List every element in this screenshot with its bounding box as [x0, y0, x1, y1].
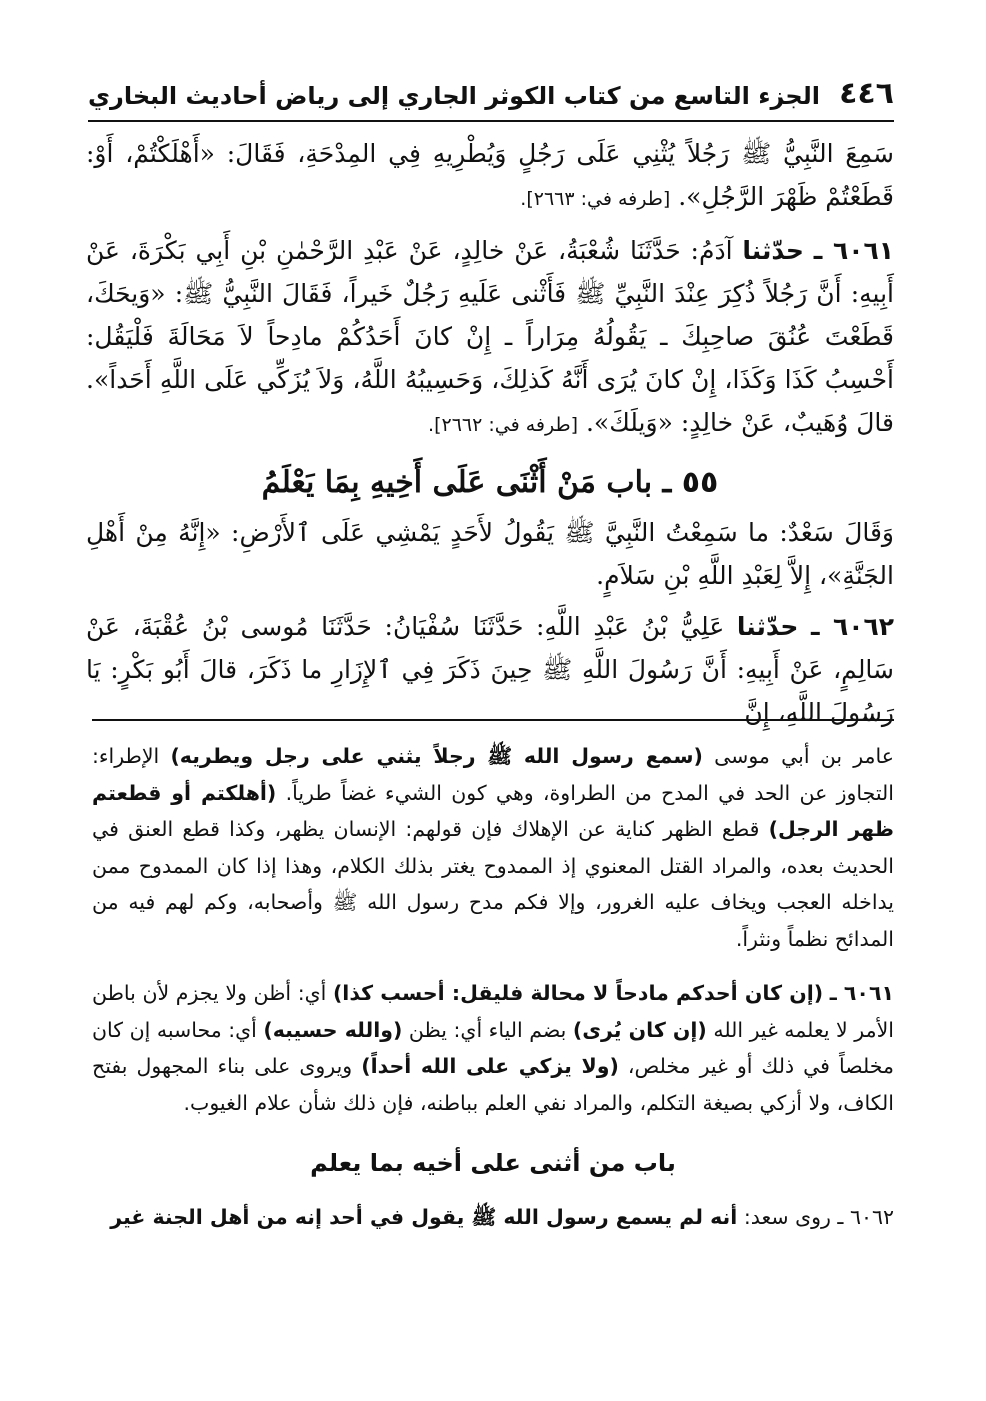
commentary-quote: (إن كان أحدكم مادحاً لا محالة فليقل: أحسب كذا) [332, 981, 824, 1005]
commentary-quote: أنه لم يسمع رسول الله ﷺ يقول في أحد إنه من أهل الجنة غير [110, 1205, 738, 1229]
commentary-text: الإطراء: التجاوز عن الحد في المدح من الطراوة، وهي كون الشيء غضاً طرياً. [92, 744, 895, 805]
hadith-text: عَلِيُّ بْنُ عَبْدِ اللَّهِ: حَدَّثَنَا سُفْيَانُ: حَدَّثَنَا مُوسى بْنُ عُقْبَةَ، عَنْ سَالِمٍ، عَنْ أَبِيهِ: أَنَّ رَسُولَ اللَّهِ ﷺ حِينَ ذَكَرَ فِي ٱلإِزَارِ ما ذَكَرَ، قالَ أَبُو بَكْرٍ: يَا رَسُولَ اللَّهِ، إِنَّ [86, 612, 894, 727]
running-title: الجزء التاسع من كتاب الكوثر الجاري إلى رياض أحاديث البخاري [88, 82, 820, 110]
hadith-text: آدَمُ: حَدَّثَنَا شُعْبَةُ، عَنْ خالِدٍ، عَنْ عَبْدِ الرَّحْمٰنِ بْنِ أَبِي بَكْرَةَ، عَنْ أَبِيهِ: أَنَّ رَجُلاً ذُكِرَ عِنْدَ النَّبِيِّ ﷺ فَأَثْنى عَلَيهِ رَجُلٌ خَيراً، فَقَالَ النَّبِيُّ ﷺ: «وَيحَكَ، قَطَعْتَ عُنُقَ صاحِبِكَ ـ يَقُولُهُ مِرَاراً ـ إِنْ كانَ أَحَدُكُمْ مادِحاً لاَ مَحَالَةَ فَلْيَقُل: أَحْسِبُ كَذَا وَكَذَا، إِنْ كانَ يُرَى أَنَّهُ كَذلِكَ، وَحَسِيبُهُ اللَّهُ، وَلاَ يُزَكِّي عَلَى اللَّهِ أَحَداً». قالَ وُهَيبٌ، عَنْ خالِدٍ: «وَيلَكَ». [86, 236, 894, 437]
cross-reference: [طرفه في: ٢٦٦٣]. [520, 188, 671, 210]
commentary-heading: باب من أثنى على أخيه بما يعلم [310, 1149, 676, 1177]
commentary-number: ٦٠٦١ ـ [829, 981, 894, 1005]
commentary-text: ٦٠٦٢ ـ روى سعد: [743, 1205, 894, 1229]
commentary-quote: (سمع رسول الله ﷺ رجلاً يثني على رجل ويطريه) [170, 744, 703, 768]
commentary-text: أي: محاسبه إن كان مخلصاً في ذلك أو غير مخلص، [92, 1017, 894, 1078]
commentary [92, 738, 894, 1254]
hadith-continuation [86, 132, 894, 221]
main-text [86, 132, 894, 742]
commentary-quote: (إن كان يُرى) [572, 1017, 707, 1042]
commentary-paragraph [92, 1199, 894, 1236]
commentary-text: أي: أظن ولا يجزم لأن باطن الأمر لا يعلمه غير الله [92, 981, 894, 1042]
commentary-quote: (أهلكتم أو قطعتم ظهر الرجل) [92, 780, 894, 841]
chapter-number: ٥٥ [681, 465, 719, 500]
chapter-title: ـ باب مَنْ أَثْنَى عَلَى أَخِيهِ بِمَا يَعْلَمُ [261, 465, 672, 500]
hadith-6061 [86, 229, 894, 447]
hadith-number: ٦٠٦٢ ـ [811, 612, 895, 641]
hadith-opening: حدّثنا [736, 612, 799, 641]
hadith-number: ٦٠٦١ ـ [813, 236, 895, 265]
saad-narration: وَقَالَ سَعْدٌ: ما سَمِعْتُ النَّبِيَّ ﷺ يَقُولُ لأَحَدٍ يَمْشِي عَلَى ٱلأَرْضِ: «إِنَّهُ مِنْ أَهْلِ الجَنَّةِ»، إِلاَّ لِعَبْدِ اللَّهِ بْنِ سَلاَمٍ. [86, 518, 894, 590]
commentary-text: ويروى على بناء المجهول بفتح الكاف، ولا أزكي بصيغة التكلم، والمراد نفي العلم بباطنه، فإن ذلك شأن علام الغيوب. [92, 1054, 894, 1115]
cross-reference: [طرفه في: ٢٦٦٢]. [428, 414, 578, 436]
commentary-quote: (ولا يزكي على الله أحداً) [361, 1054, 619, 1078]
page-header [88, 68, 894, 122]
commentary-quote: (والله حسيبه) [263, 1017, 403, 1042]
page-number: ٤٤٦ [839, 76, 894, 111]
hadith-text: سَمِعَ النَّبِيُّ ﷺ رَجُلاً يُثْنِي عَلَى رَجُلٍ وَيُطْرِيهِ فِي المِدْحَةِ، فَقَالَ: «أَهْلَكْتُمْ، أَوْ: قَطَعْتُمْ ظَهْرَ الرَّجُلِ». [86, 139, 894, 211]
footnote-divider [92, 719, 894, 721]
commentary-text: قطع الظهر كناية عن الإهلاك فإن قولهم: الإنسان يظهر، وكذا قطع العنق في الحديث بعده، والمراد القتل المعنوي إذ الممدوح يغتر بذلك الكلام، وهذا إذا كان الممدوح ممن يداخله العجب ويخاف عليه الغرور، وإلا فكم مدح رسول الله ﷺ وأصحابه، وكم لهم فيه من المدائح نظماً ونثراً. [92, 817, 894, 951]
commentary-text: عامر بن أبي موسى [714, 744, 894, 768]
commentary-text: بضم الياء أي: يظن [408, 1017, 567, 1042]
commentary-paragraph [92, 738, 894, 957]
chapter-heading [86, 461, 894, 505]
hadith-6062 [86, 605, 894, 734]
hadith-opening: حدّثنا [742, 236, 804, 265]
commentary-paragraph [92, 975, 894, 1121]
